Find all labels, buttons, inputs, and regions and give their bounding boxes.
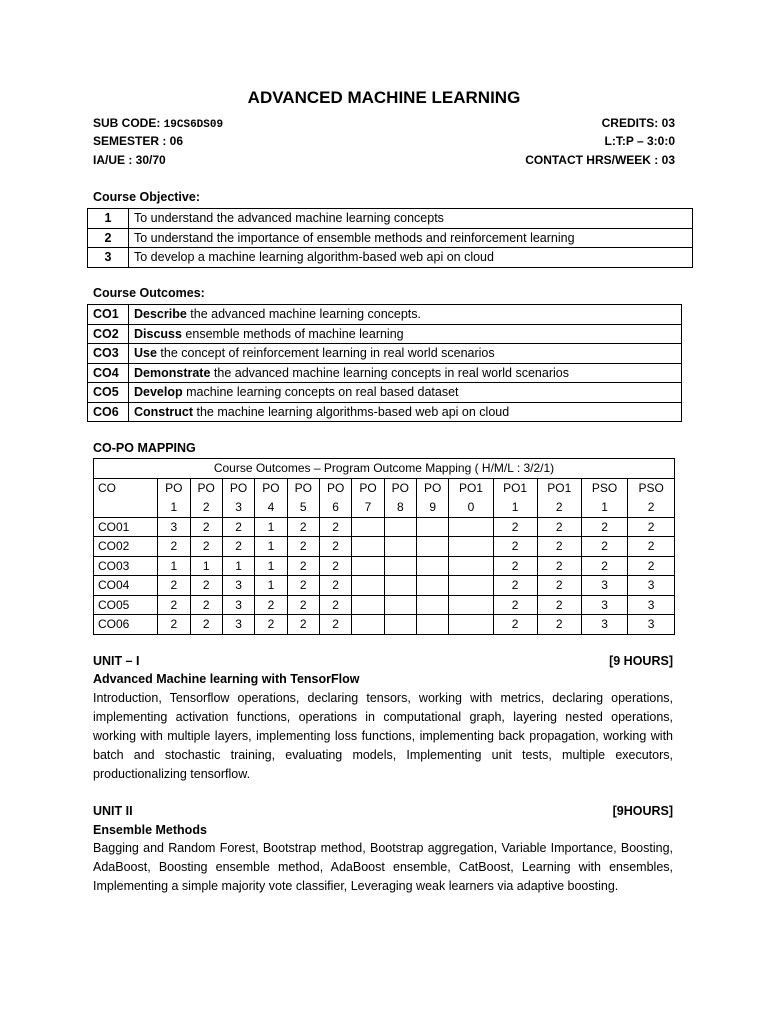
outcome-row	[88, 324, 682, 344]
mapping-cell	[417, 615, 449, 635]
outcome-verb: Use	[134, 346, 157, 361]
mapping-cell: 2	[493, 556, 537, 576]
mapping-cell	[352, 595, 384, 615]
mapping-cell: 2	[287, 517, 319, 537]
co-po-mapping-table	[93, 458, 675, 635]
mapping-cell	[417, 517, 449, 537]
mapping-cell: 3	[222, 615, 254, 635]
mapping-row	[94, 576, 675, 596]
objective-number: 2	[88, 228, 129, 248]
mapping-row	[94, 615, 675, 635]
unit-1-header	[93, 654, 673, 668]
mapping-co-label: CO02	[94, 537, 158, 557]
outcome-description	[129, 402, 682, 422]
mapping-cell: 2	[493, 576, 537, 596]
mapping-cell: 1	[190, 556, 222, 576]
column-header-bottom: 2	[647, 499, 655, 514]
ia-ue: IA/UE : 30/70	[93, 153, 166, 167]
mapping-column-header	[384, 478, 416, 517]
mapping-row	[94, 556, 675, 576]
outcome-row	[88, 383, 682, 403]
objective-row	[88, 248, 693, 268]
outcome-text: the advanced machine learning concepts.	[186, 307, 421, 322]
outcome-row	[88, 344, 682, 364]
mapping-cell: 2	[319, 537, 351, 557]
mapping-cell: 2	[493, 595, 537, 615]
column-header-top: PO	[262, 480, 280, 495]
objective-text: To understand the importance of ensemble methods and reinforcement learning	[129, 228, 693, 248]
column-header-top: PO	[326, 480, 345, 495]
credits: CREDITS: 03	[601, 116, 675, 130]
column-header-top: PSO	[638, 480, 664, 495]
unit-2-body: Bagging and Random Forest, Bootstrap method, Bootstrap aggregation, Variable Importance, Boosting, AdaBoost, Boosting ensemble method, AdaBoost ensemble, CatBoost, Learning with ensembles, Implementing a simple majority vote classifier, Leveraging weak learners via adaptive boosting.	[93, 841, 673, 893]
mapping-cell: 2	[319, 556, 351, 576]
outcome-description	[129, 305, 682, 325]
mapping-cell: 2	[255, 615, 287, 635]
outcome-code: CO2	[88, 324, 129, 344]
mapping-cell	[449, 615, 493, 635]
mapping-co-label: CO01	[94, 517, 158, 537]
outcome-text: the advanced machine learning concepts in real world scenarios	[210, 365, 569, 380]
outcome-text: the machine learning algorithms-based web api on cloud	[193, 404, 510, 419]
outcome-verb: Demonstrate	[134, 365, 211, 380]
mapping-column-header	[417, 478, 449, 517]
mapping-cell	[449, 556, 493, 576]
column-header-bottom: 5	[299, 499, 307, 514]
mapping-header-row	[94, 478, 675, 517]
mapping-cell: 2	[319, 517, 351, 537]
mapping-cell	[384, 576, 416, 596]
mapping-row	[94, 595, 675, 615]
mapping-cell: 2	[287, 537, 319, 557]
mapping-cell: 2	[537, 595, 581, 615]
mapping-cell	[352, 615, 384, 635]
mapping-cell: 3	[628, 595, 675, 615]
mapping-column-header	[319, 478, 351, 517]
mapping-cell: 2	[190, 537, 222, 557]
outcome-text: machine learning concepts on real based dataset	[182, 385, 459, 400]
outcomes-table	[87, 304, 682, 422]
objective-number: 1	[88, 209, 129, 229]
mapping-cell: 2	[158, 615, 190, 635]
mapping-cell: 3	[222, 595, 254, 615]
objective-text: To understand the advanced machine learning concepts	[129, 209, 693, 229]
column-header-bottom: 2	[555, 499, 563, 514]
mapping-column-header	[581, 478, 627, 517]
objective-row	[88, 228, 693, 248]
mapping-cell	[449, 576, 493, 596]
column-header-top: PO	[359, 480, 377, 495]
column-header-bottom: 6	[332, 499, 339, 514]
mapping-cell: 2	[319, 576, 351, 596]
mapping-cell: 2	[255, 595, 287, 615]
unit-1-subtitle: Advanced Machine learning with TensorFlow	[93, 672, 360, 686]
outcome-description	[129, 383, 682, 403]
mapping-cell: 2	[581, 556, 627, 576]
mapping-caption-row	[94, 459, 675, 479]
mapping-cell: 3	[581, 615, 627, 635]
sub-code-label: SUB CODE:	[93, 116, 164, 130]
column-header-top: PSO	[591, 480, 618, 495]
outcome-code: CO5	[88, 383, 129, 403]
unit-2-header	[93, 804, 673, 818]
ltp: L:T:P – 3:0:0	[604, 134, 675, 148]
mapping-cell: 1	[222, 556, 254, 576]
column-header-top: PO1	[547, 480, 572, 495]
outcome-verb: Develop	[134, 385, 183, 400]
mapping-cell	[384, 537, 416, 557]
mapping-column-header	[493, 478, 537, 517]
mapping-cell: 2	[158, 537, 190, 557]
mapping-cell: 2	[537, 556, 581, 576]
column-header-bottom: 1	[601, 499, 608, 514]
mapping-cell: 1	[255, 537, 287, 557]
mapping-row	[94, 537, 675, 557]
mapping-column-header	[449, 478, 493, 517]
mapping-column-header	[255, 478, 287, 517]
mapping-cell: 2	[190, 615, 222, 635]
mapping-cell: 2	[493, 537, 537, 557]
mapping-cell: 2	[190, 595, 222, 615]
column-header-bottom: 1	[170, 499, 178, 514]
objective-number: 3	[88, 248, 129, 268]
outcome-row	[88, 402, 682, 422]
unit-1-hours: [9 HOURS]	[609, 654, 673, 668]
column-header-bottom: 4	[267, 499, 275, 514]
mapping-cell: 2	[158, 595, 190, 615]
outcome-code: CO4	[88, 363, 129, 383]
column-header-top: PO1	[503, 480, 528, 495]
column-header-top: PO	[165, 480, 183, 495]
column-header-bottom: 9	[429, 499, 437, 514]
mapping-cell	[384, 595, 416, 615]
mapping-column-header	[158, 478, 190, 517]
semester: SEMESTER : 06	[93, 134, 184, 148]
mapping-cell: 2	[493, 517, 537, 537]
outcome-code: CO3	[88, 344, 129, 364]
mapping-cell: 2	[628, 556, 675, 576]
mapping-cell: 3	[158, 517, 190, 537]
mapping-cell: 3	[628, 615, 675, 635]
column-header-bottom: 3	[235, 499, 242, 514]
mapping-cell: 2	[581, 537, 627, 557]
mapping-cell	[352, 576, 384, 596]
mapping-cell: 2	[537, 615, 581, 635]
mapping-cell	[352, 517, 384, 537]
mapping-cell: 1	[255, 556, 287, 576]
outcome-text: ensemble methods of machine learning	[181, 326, 404, 341]
mapping-row	[94, 517, 675, 537]
mapping-cell: 2	[222, 537, 254, 557]
objectives-table	[87, 208, 693, 268]
mapping-column-header	[287, 478, 319, 517]
mapping-co-label: CO06	[94, 615, 158, 635]
column-header-top: PO	[391, 480, 410, 495]
co-po-mapping-heading: CO-PO MAPPING	[93, 441, 196, 455]
mapping-co-label: CO04	[94, 576, 158, 596]
mapping-cell: 2	[222, 517, 254, 537]
sub-code	[93, 116, 223, 131]
mapping-cell: 1	[255, 517, 287, 537]
outcome-row	[88, 305, 682, 325]
outcome-code: CO1	[88, 305, 129, 325]
mapping-cell	[449, 517, 493, 537]
mapping-cell	[384, 556, 416, 576]
mapping-cell	[417, 576, 449, 596]
mapping-cell: 3	[581, 576, 627, 596]
column-header-top: PO	[424, 480, 442, 495]
mapping-cell: 1	[158, 556, 190, 576]
sub-code-value: 19CS6DS09	[163, 119, 224, 131]
column-header-bottom: 8	[397, 499, 404, 514]
outcome-description	[129, 344, 682, 364]
mapping-cell	[352, 556, 384, 576]
mapping-cell: 1	[255, 576, 287, 596]
mapping-caption: Course Outcomes – Program Outcome Mapping ( H/M/L : 3/2/1)	[94, 459, 675, 479]
mapping-cell: 2	[190, 576, 222, 596]
column-header-bottom: 1	[511, 499, 519, 514]
mapping-cell: 2	[287, 556, 319, 576]
column-header-bottom: 7	[364, 499, 372, 514]
outcome-verb: Construct	[134, 404, 194, 419]
course-outcomes-heading: Course Outcomes:	[93, 286, 205, 300]
unit-2-label: UNIT II	[93, 804, 133, 818]
mapping-cell: 2	[628, 537, 675, 557]
mapping-cell: 2	[319, 595, 351, 615]
mapping-cell: 2	[581, 517, 627, 537]
mapping-co-label: CO03	[94, 556, 158, 576]
column-header-top: PO	[294, 480, 312, 495]
mapping-column-header	[222, 478, 254, 517]
mapping-co-label: CO05	[94, 595, 158, 615]
mapping-cell: 3	[222, 576, 254, 596]
mapping-cell: 3	[581, 595, 627, 615]
mapping-cell: 2	[190, 517, 222, 537]
mapping-column-header	[190, 478, 222, 517]
mapping-column-header	[628, 478, 675, 517]
contact-hours: CONTACT HRS/WEEK : 03	[525, 153, 675, 167]
column-header-bottom: 2	[202, 499, 210, 514]
outcome-description	[129, 363, 682, 383]
unit-1-label: UNIT – I	[93, 654, 140, 668]
mapping-cell: 3	[628, 576, 675, 596]
mapping-corner: CO	[94, 478, 158, 517]
mapping-cell	[449, 595, 493, 615]
objective-text: To develop a machine learning algorithm-based web api on cloud	[129, 248, 693, 268]
outcome-verb: Describe	[134, 307, 187, 322]
mapping-column-header	[352, 478, 384, 517]
mapping-cell	[417, 595, 449, 615]
mapping-cell: 2	[287, 595, 319, 615]
mapping-cell: 2	[537, 537, 581, 557]
column-header-bottom: 0	[467, 499, 475, 514]
mapping-cell: 2	[158, 576, 190, 596]
mapping-cell: 2	[287, 576, 319, 596]
outcome-code: CO6	[88, 402, 129, 422]
course-objective-heading: Course Objective:	[93, 190, 200, 204]
mapping-cell: 2	[287, 615, 319, 635]
outcome-text: the concept of reinforcement learning in real world scenarios	[156, 346, 495, 361]
objective-row	[88, 209, 693, 229]
mapping-column-header	[537, 478, 581, 517]
outcome-verb: Discuss	[134, 326, 182, 341]
mapping-cell	[384, 517, 416, 537]
mapping-cell: 2	[628, 517, 675, 537]
outcome-row	[88, 363, 682, 383]
outcome-description	[129, 324, 682, 344]
mapping-cell: 2	[537, 517, 581, 537]
unit-2-subtitle: Ensemble Methods	[93, 823, 207, 837]
mapping-cell	[417, 537, 449, 557]
page-title: ADVANCED MACHINE LEARNING	[247, 88, 521, 107]
mapping-cell	[417, 556, 449, 576]
column-header-top: PO	[229, 480, 248, 495]
mapping-cell	[449, 537, 493, 557]
mapping-cell	[352, 537, 384, 557]
mapping-cell: 2	[493, 615, 537, 635]
mapping-cell: 2	[537, 576, 581, 596]
mapping-cell	[384, 615, 416, 635]
unit-1-body: Introduction, Tensorflow operations, declaring tensors, working with metrics, declaring operations, implementing activation functions, operations in computational graph, layering nested operations, working with multiple layers, implementing loss functions, implementing back propagation, working with batch and stochastic training, evaluating models, Implementing unit tests, multiple executors, productionalizing tensorflow.	[93, 691, 673, 781]
column-header-top: PO1	[458, 480, 483, 495]
unit-2-hours: [9HOURS]	[612, 804, 673, 818]
mapping-cell: 2	[319, 615, 351, 635]
column-header-top: PO	[197, 480, 215, 495]
